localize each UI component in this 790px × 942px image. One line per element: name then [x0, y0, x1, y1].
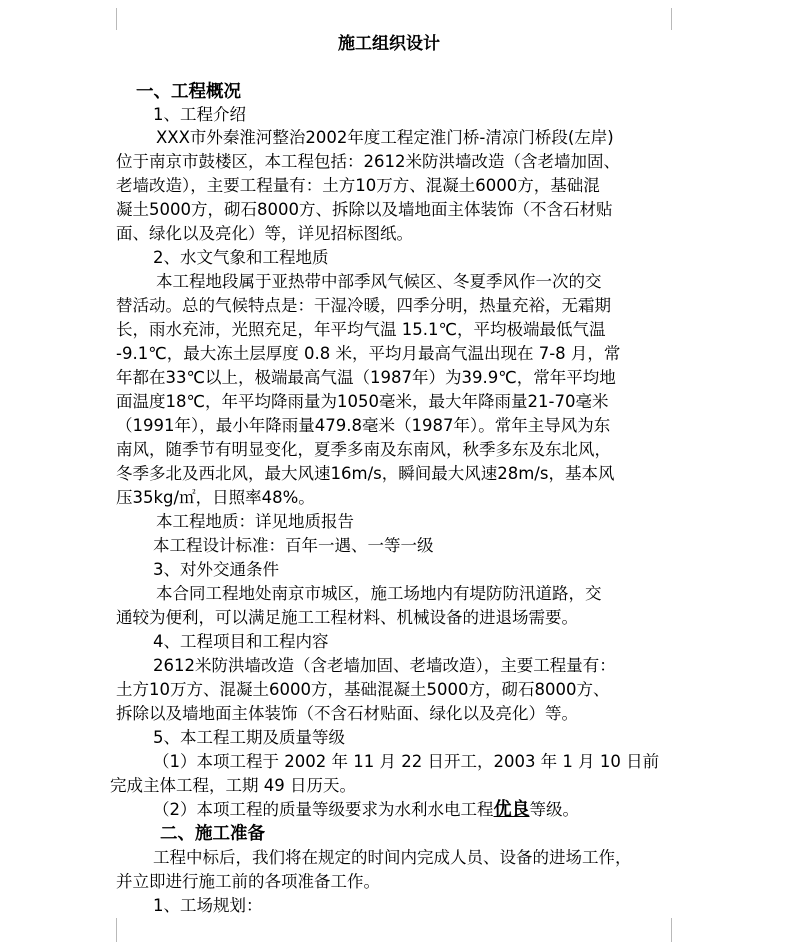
paragraph-line: 并立即进行施工前的各项准备工作。: [116, 872, 380, 891]
section-heading-2: 二、施工准备: [160, 824, 265, 844]
subsection-heading-2-1: 1、工场规划：: [153, 896, 263, 915]
geology-line: 本工程地质：详见地质报告: [156, 512, 354, 531]
document-title: 施工组织设计: [338, 34, 440, 54]
corner-mark-bottom-left: [116, 918, 117, 942]
paragraph-line: 土方10万方、混凝土6000方，基础混凝土5000方，砌石8000方、: [116, 680, 610, 699]
subsection-heading-1-1: 1、工程介绍: [153, 105, 246, 124]
paragraph-line: 2612米防洪墙改造（含老墙加固、老墙改造），主要工程量有：: [153, 656, 616, 675]
design-standard-line: 本工程设计标准：百年一遇、一等一级: [153, 536, 434, 555]
paragraph-line: 老墙改造），主要工程量有：土方10万方、混凝土6000方，基础混: [116, 176, 600, 195]
paragraph-line: （1）本项工程于 2002 年 11 月 22 日开工，2003 年 1 月 10 日前: [153, 752, 660, 771]
paragraph-line: XXX市外秦淮河整治2002年度工程定淮门桥-清凉门桥段(左岸): [156, 128, 614, 147]
subsection-heading-1-2: 2、水文气象和工程地质: [153, 248, 329, 267]
paragraph-line: 替活动。总的气候特点是：干湿冷暖，四季分明，热量充裕，无霜期: [116, 296, 611, 315]
paragraph-line: 面、绿化以及亮化）等，详见招标图纸。: [116, 224, 413, 243]
paragraph-line: 本合同工程地处南京市城区，施工场地内有堤防防汛道路，交: [156, 584, 602, 603]
paragraph-line: 完成主体工程，工期 49 日历天。: [110, 776, 356, 795]
quality-requirement-line: [153, 798, 579, 822]
subsection-heading-1-5: 5、本工程工期及质量等级: [153, 728, 345, 747]
paragraph-line: 年都在33℃以上，极端最高气温（1987年）为39.9℃，常年平均地: [116, 368, 616, 387]
paragraph-line: 长，雨水充沛，光照充足，年平均气温 15.1℃，平均极端最低气温: [116, 320, 606, 339]
corner-mark-bottom-right: [671, 918, 672, 942]
quality-text-pre: （2）本项工程的质量等级要求为水利水电工程: [153, 800, 494, 819]
paragraph-line: 工程中标后，我们将在规定的时间内完成人员、设备的进场工作，: [153, 848, 632, 867]
paragraph-line: -9.1℃，最大冻土层厚度 0.8 米，平均月最高气温出现在 7-8 月，常: [116, 344, 621, 363]
paragraph-line: 面温度18℃，年平均降雨量为1050毫米，最大年降雨量21-70毫米: [116, 392, 609, 411]
corner-mark-top-right: [671, 8, 672, 30]
paragraph-line: 本工程地段属于亚热带中部季风气候区、冬夏季风作一次的交: [156, 272, 602, 291]
paragraph-line: 拆除以及墙地面主体装饰（不含石材贴面、绿化以及亮化）等。: [116, 704, 578, 723]
paragraph-line: 凝土5000方，砌石8000方、拆除以及墙地面主体装饰（不含石材贴: [116, 200, 613, 219]
corner-mark-top-left: [116, 8, 117, 30]
quality-text-post: 等级。: [529, 800, 579, 819]
paragraph-line: 压35kg/㎡，日照率48%。: [116, 488, 315, 507]
subsection-heading-1-3: 3、对外交通条件: [153, 560, 279, 579]
quality-grade-emphasis: 优良: [493, 799, 530, 820]
paragraph-line: 南风，随季节有明显变化，夏季多南及东南风，秋季多东及东北风，: [116, 440, 611, 459]
paragraph-line: 位于南京市鼓楼区，本工程包括：2612米防洪墙改造（含老墙加固、: [116, 152, 620, 171]
section-heading-1: 一、工程概况: [136, 82, 241, 102]
paragraph-line: 冬季多北及西北风，最大风速16m/s，瞬间最大风速28m/s，基本风: [116, 464, 615, 483]
paragraph-line: 通较为便利，可以满足施工工程材料、机械设备的进退场需要。: [116, 608, 578, 627]
paragraph-line: （1991年），最小年降雨量479.8毫米（1987年）。常年主导风为东: [116, 416, 611, 435]
subsection-heading-1-4: 4、工程项目和工程内容: [153, 632, 329, 651]
